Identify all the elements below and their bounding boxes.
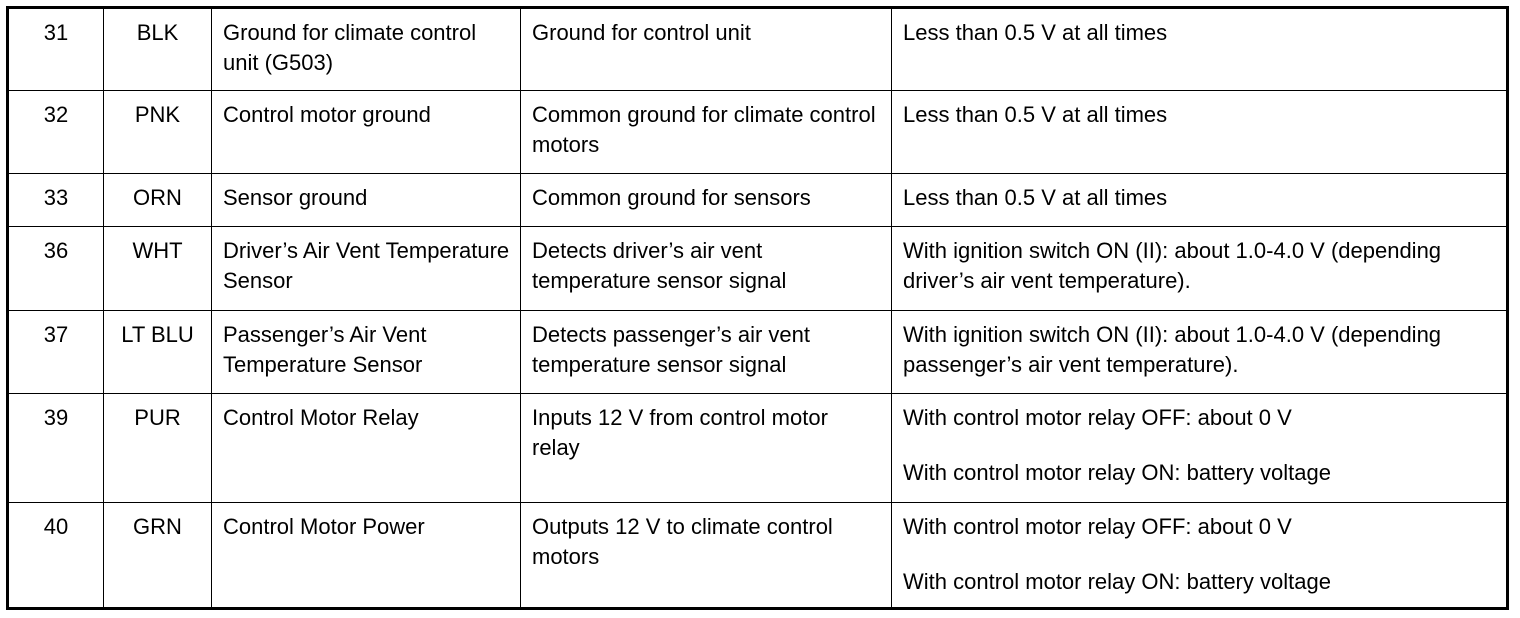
terminal-description: Common ground for sensors <box>521 174 892 227</box>
wire-color: WHT <box>104 227 212 311</box>
test-condition <box>892 174 1508 227</box>
wire-color: PUR <box>104 394 212 503</box>
terminal-name: Ground for climate control unit (G503) <box>212 8 521 91</box>
table-row <box>8 503 1508 609</box>
test-condition <box>892 227 1508 311</box>
terminal-name: Control motor ground <box>212 91 521 174</box>
terminal-number: 32 <box>8 91 104 174</box>
table-row <box>8 174 1508 227</box>
terminal-description: Common ground for climate control motors <box>521 91 892 174</box>
table-row <box>8 91 1508 174</box>
terminal-description: Inputs 12 V from control motor relay <box>521 394 892 503</box>
wire-color: LT BLU <box>104 311 212 394</box>
condition-line: With control motor relay OFF: about 0 V <box>903 405 1292 430</box>
table-body <box>8 8 1508 609</box>
condition-line: With ignition switch ON (II): about 1.0-4.0 V (depending driver’s air vent temperature). <box>903 238 1442 293</box>
terminal-number: 36 <box>8 227 104 311</box>
test-condition <box>892 8 1508 91</box>
terminal-number: 31 <box>8 8 104 91</box>
terminal-number: 40 <box>8 503 104 609</box>
condition-line: With control motor relay ON: battery voltage <box>903 569 1331 594</box>
terminal-number: 39 <box>8 394 104 503</box>
wire-color: PNK <box>104 91 212 174</box>
condition-line: With control motor relay ON: battery voltage <box>903 460 1331 485</box>
table-row <box>8 394 1508 503</box>
terminal-name: Passenger’s Air Vent Temperature Sensor <box>212 311 521 394</box>
terminal-table <box>6 6 1509 610</box>
wire-color: BLK <box>104 8 212 91</box>
condition-line: Less than 0.5 V at all times <box>903 185 1168 210</box>
test-condition <box>892 91 1508 174</box>
terminal-name: Driver’s Air Vent Temperature Sensor <box>212 227 521 311</box>
condition-line: Less than 0.5 V at all times <box>903 20 1168 45</box>
test-condition <box>892 394 1508 503</box>
terminal-number: 37 <box>8 311 104 394</box>
terminal-name: Control Motor Power <box>212 503 521 609</box>
condition-line: With ignition switch ON (II): about 1.0-4.0 V (depending passenger’s air vent temperature). <box>903 322 1442 377</box>
terminal-description: Detects driver’s air vent temperature sensor signal <box>521 227 892 311</box>
terminal-name: Sensor ground <box>212 174 521 227</box>
table-row <box>8 311 1508 394</box>
test-condition <box>892 311 1508 394</box>
condition-line: With control motor relay OFF: about 0 V <box>903 514 1292 539</box>
terminal-description: Detects passenger’s air vent temperature sensor signal <box>521 311 892 394</box>
terminal-description: Outputs 12 V to climate control motors <box>521 503 892 609</box>
wire-color: GRN <box>104 503 212 609</box>
terminal-number: 33 <box>8 174 104 227</box>
terminal-description: Ground for control unit <box>521 8 892 91</box>
table-row <box>8 8 1508 91</box>
table-row <box>8 227 1508 311</box>
condition-line: Less than 0.5 V at all times <box>903 102 1168 127</box>
test-condition <box>892 503 1508 609</box>
terminal-name: Control Motor Relay <box>212 394 521 503</box>
wire-color: ORN <box>104 174 212 227</box>
